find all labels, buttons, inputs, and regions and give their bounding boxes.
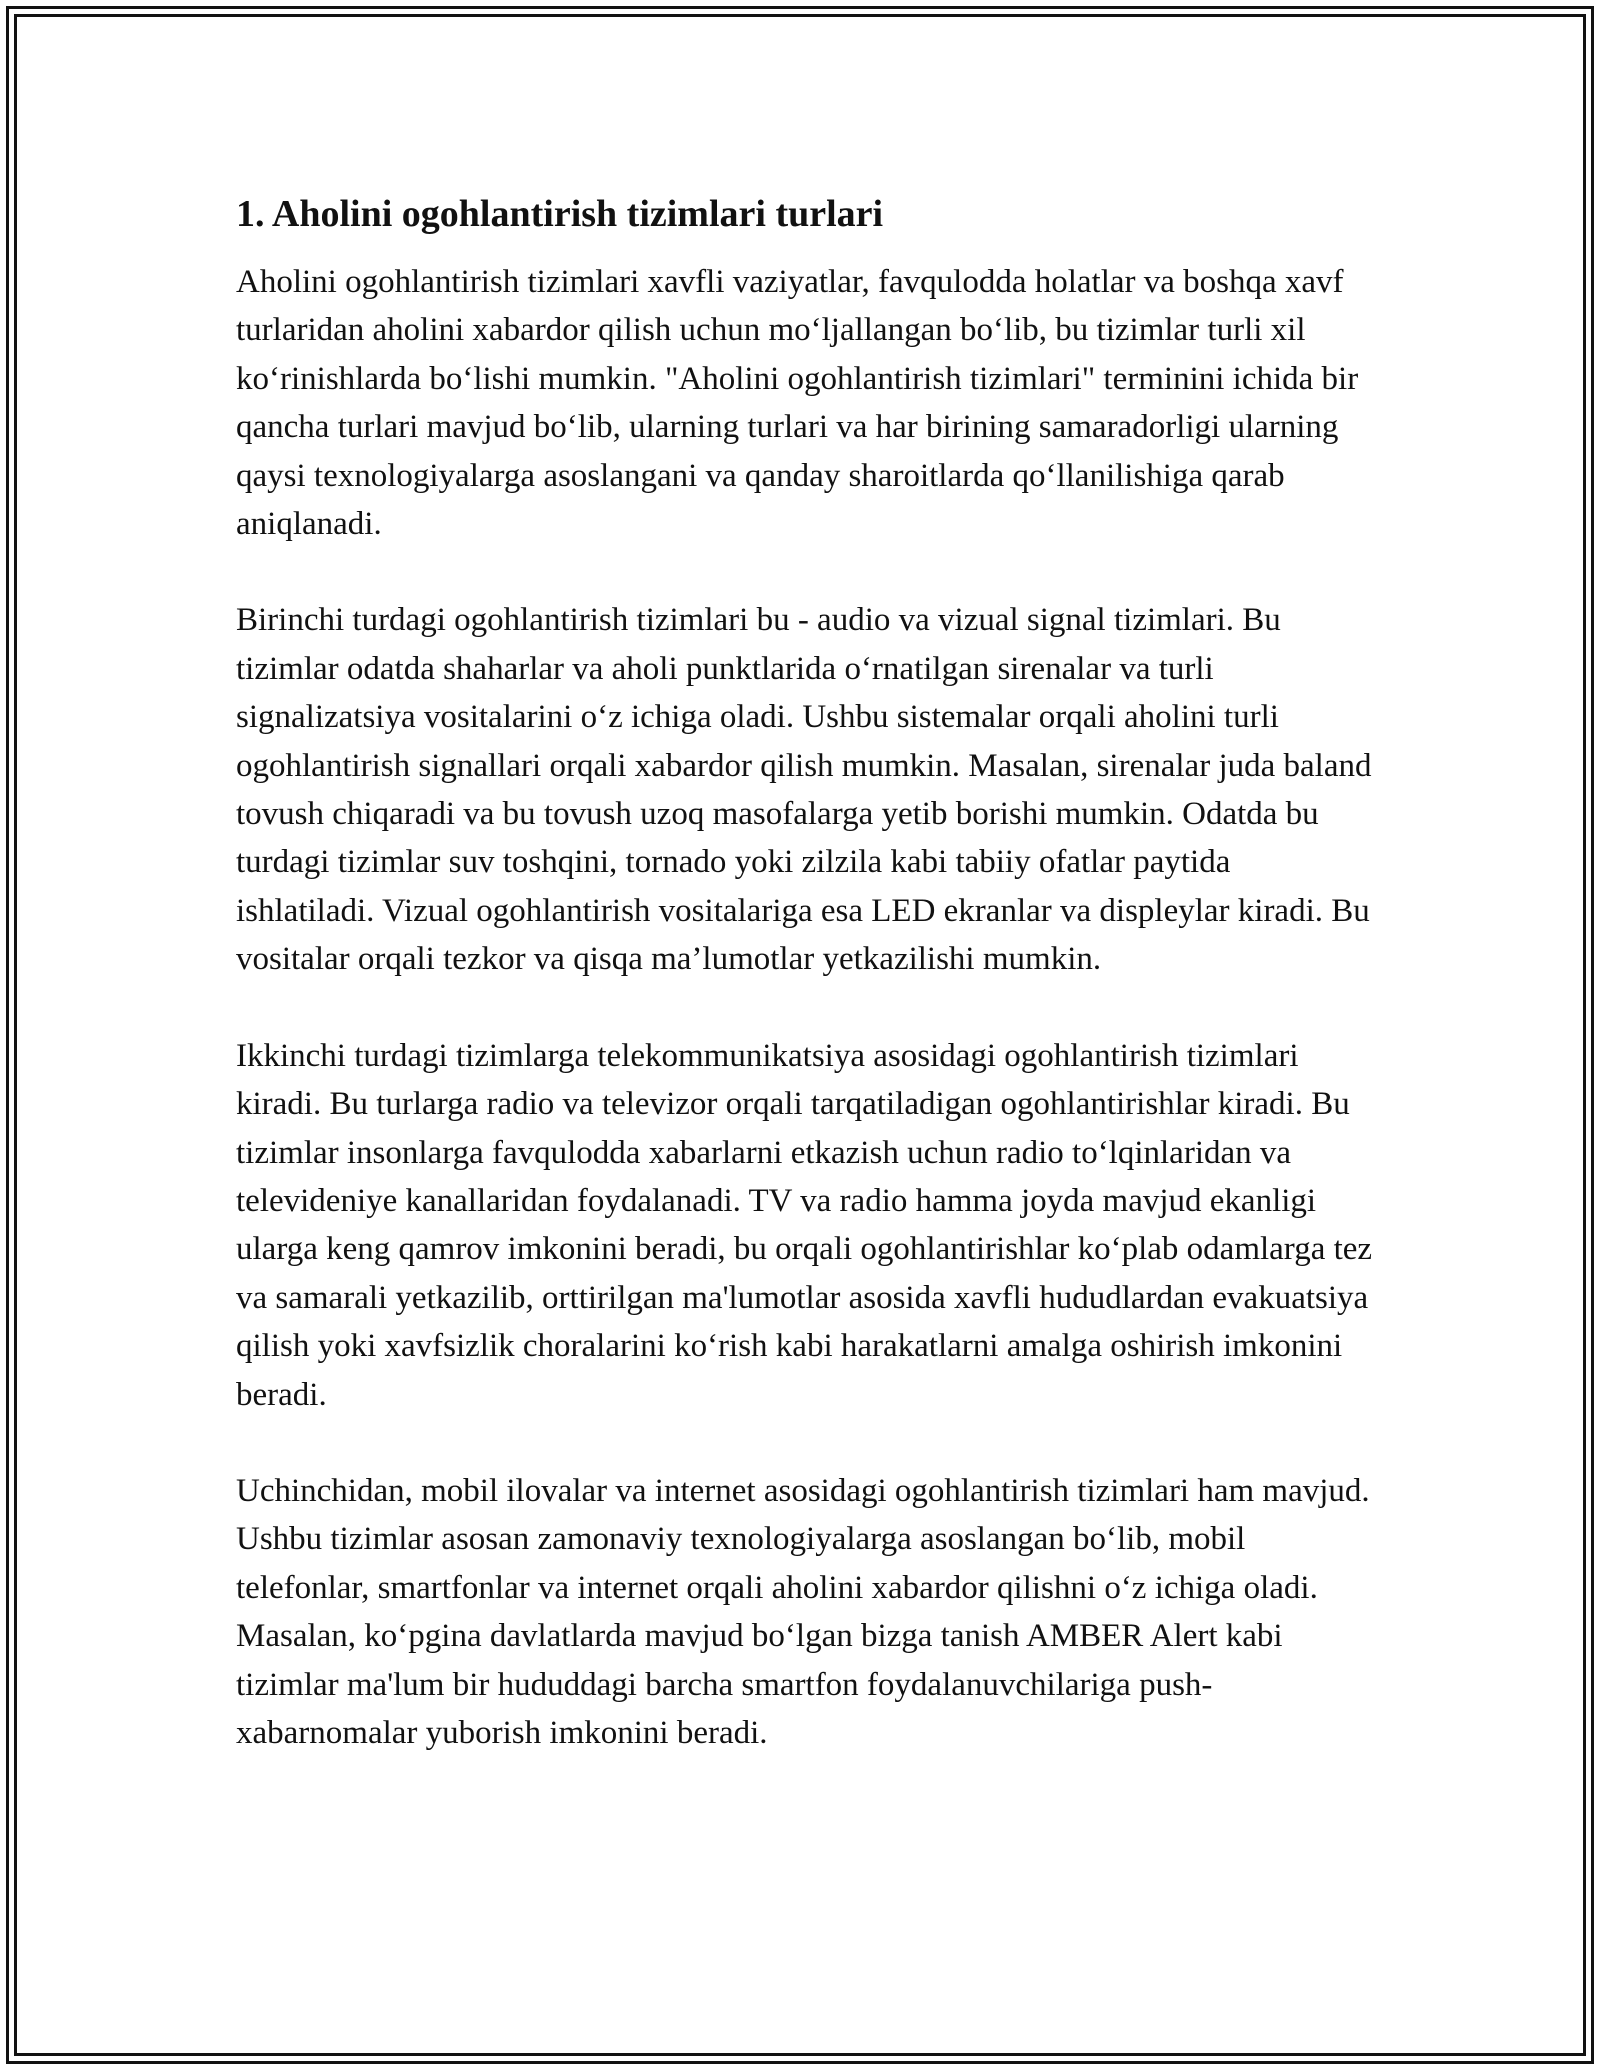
paragraph-mobile-internet: Uchinchidan, mobil ilovalar va internet asosidagi ogohlantirish tizimlari ham mavjud. Ushbu tizimlar asosan zamonaviy texnologiyalarga asoslangan boʻlib, mobil telefonlar, smartfonlar va internet orqali aholini xabardor qilishni oʻz ichiga oladi. Masalan, koʻpgina davlatlarda mavjud boʻlgan bizga tanish AMBER Alert kabi tizimlar ma'lum bir hududdagi barcha smartfon foydalanuvchilariga push-xabarnomalar yuborish imkonini beradi. [236,1472,1370,1751]
paragraph-telecom: Ikkinchi turdagi tizimlarga telekommunikatsiya asosidagi ogohlantirish tizimlari kiradi. Bu turlarga radio va televizor orqali tarqatiladigan ogohlantirishlar kiradi. Bu tizimlar insonlarga favqulodda xabarlarni etkazish uchun radio toʻlqinlaridan va televideniye kanallaridan foydalanadi. TV va radio hamma joyda mavjud ekanligi ularga keng qamrov imkonini beradi, bu orqali ogohlantirishlar koʻplab odamlarga tez va samarali yetkazilib, orttirilgan ma'lumotlar asosida xavfli hududlardan evakuatsiya qilish yoki xavfsizlik choralarini koʻrish kabi harakatlarni amalga oshirish imkonini beradi. [236,1037,1373,1413]
section-heading: 1. Aholini ogohlantirish tizimlari turlari [236,193,884,235]
document-body [236,188,1376,1805]
paragraph-audio-visual: Birinchi turdagi ogohlantirish tizimlari bu - audio va vizual signal tizimlari. Bu tizimlar odatda shaharlar va aholi punktlarida oʻrnatilgan sirenalar va turli signalizatsiya vositalarini oʻz ichiga oladi. Ushbu sistemalar orqali aholini turli ogohlantirish signallari orqali xabardor qilish mumkin. Masalan, sirenalar juda baland tovush chiqaradi va bu tovush uzoq masofalarga yetib borishi mumkin. Odatda bu turdagi tizimlar suv toshqini, tornado yoki zilzila kabi tabiiy ofatlar paytida ishlatiladi. Vizual ogohlantirish vositalariga esa LED ekranlar va displeylar kiradi. Bu vositalar orqali tezkor va qisqa ma’lumotlar yetkazilishi mumkin. [236,602,1372,978]
paragraph-intro: Aholini ogohlantirish tizimlari xavfli vaziyatlar, favqulodda holatlar va boshqa xavf turlaridan aholini xabardor qilish uchun moʻljallangan boʻlib, bu tizimlar turli xil koʻrinishlarda boʻlishi mumkin. "Aholini ogohlantirish tizimlari" terminini ichida bir qancha turlari mavjud boʻlib, ularning turlari va har birining samaradorligi ularning qaysi texnologiyalarga asoslangani va qanday sharoitlarda qoʻllanilishiga qarab aniqlanadi. [236,264,1359,543]
